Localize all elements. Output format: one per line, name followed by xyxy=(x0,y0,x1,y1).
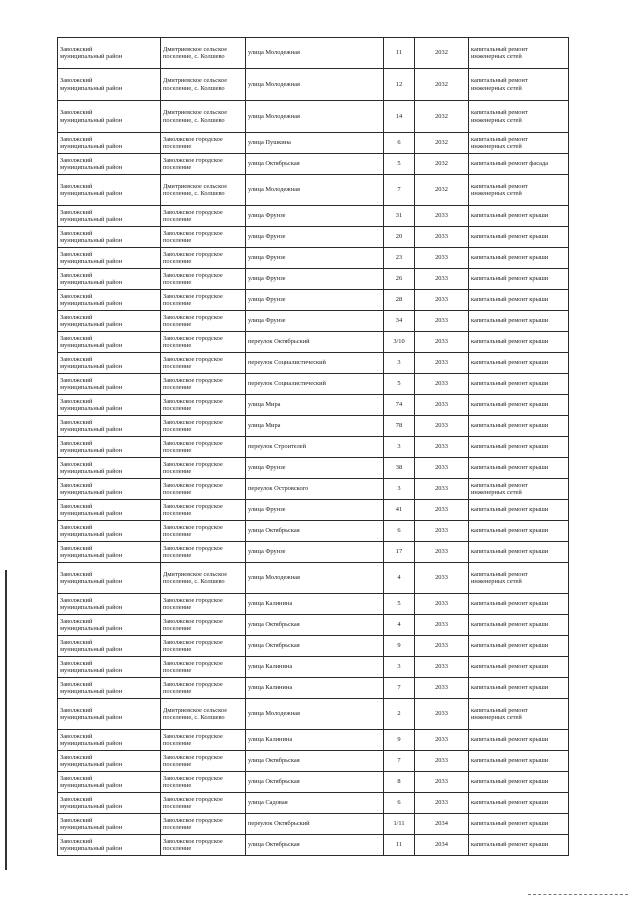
cell-district: Заволжский муниципальный район xyxy=(58,594,161,615)
cell-settlement: Заволжское городское поселение xyxy=(161,154,246,175)
cell-year: 2033 xyxy=(415,269,469,290)
cell-settlement: Заволжское городское поселение xyxy=(161,479,246,500)
cell-settlement: Заволжское городское поселение xyxy=(161,290,246,311)
cell-settlement: Заволжское городское поселение xyxy=(161,835,246,856)
table-row xyxy=(58,615,569,636)
table-row xyxy=(58,479,569,500)
cell-settlement: Заволжское городское поселение xyxy=(161,206,246,227)
cell-settlement: Заволжское городское поселение xyxy=(161,133,246,154)
cell-district: Заволжский муниципальный район xyxy=(58,101,161,133)
cell-settlement: Заволжское городское поселение xyxy=(161,395,246,416)
cell-work-type: капитальный ремонт крыши xyxy=(469,395,569,416)
cell-settlement: Заволжское городское поселение xyxy=(161,227,246,248)
cell-district: Заволжский муниципальный район xyxy=(58,772,161,793)
cell-year: 2033 xyxy=(415,594,469,615)
cell-house-number: 74 xyxy=(384,395,415,416)
cell-district: Заволжский муниципальный район xyxy=(58,678,161,699)
cell-street: улица Калинина xyxy=(246,594,384,615)
cell-house-number: 4 xyxy=(384,615,415,636)
cell-year: 2033 xyxy=(415,699,469,730)
table-row xyxy=(58,133,569,154)
table-row xyxy=(58,416,569,437)
cell-house-number: 3/10 xyxy=(384,332,415,353)
cell-house-number: 78 xyxy=(384,416,415,437)
cell-settlement: Дмитриевское сельское поселение, с. Колшево xyxy=(161,563,246,594)
cell-district: Заволжский муниципальный район xyxy=(58,657,161,678)
cell-district: Заволжский муниципальный район xyxy=(58,38,161,69)
cell-work-type: капитальный ремонт инженерных сетей xyxy=(469,38,569,69)
cell-settlement: Заволжское городское поселение xyxy=(161,542,246,563)
table-row xyxy=(58,437,569,458)
cell-district: Заволжский муниципальный район xyxy=(58,69,161,101)
cell-street: переулок Социалистический xyxy=(246,374,384,395)
cell-settlement: Дмитриевское сельское поселение, с. Колшево xyxy=(161,38,246,69)
cell-work-type: капитальный ремонт инженерных сетей xyxy=(469,479,569,500)
cell-street: улица Октябрьская xyxy=(246,751,384,772)
table-row xyxy=(58,227,569,248)
cell-work-type: капитальный ремонт крыши xyxy=(469,636,569,657)
cell-year: 2033 xyxy=(415,311,469,332)
cell-year: 2033 xyxy=(415,615,469,636)
cell-work-type: капитальный ремонт крыши xyxy=(469,751,569,772)
cell-street: переулок Островского xyxy=(246,479,384,500)
cell-settlement: Дмитриевское сельское поселение, с. Колшево xyxy=(161,175,246,206)
cell-work-type: капитальный ремонт крыши xyxy=(469,730,569,751)
cell-year: 2033 xyxy=(415,332,469,353)
cell-year: 2033 xyxy=(415,248,469,269)
cell-house-number: 17 xyxy=(384,542,415,563)
cell-settlement: Заволжское городское поселение xyxy=(161,678,246,699)
table-row xyxy=(58,594,569,615)
table-row xyxy=(58,542,569,563)
cell-year: 2033 xyxy=(415,657,469,678)
cell-street: улица Молодежная xyxy=(246,699,384,730)
table-body xyxy=(58,38,569,856)
table-row xyxy=(58,269,569,290)
cell-district: Заволжский муниципальный район xyxy=(58,332,161,353)
table-row xyxy=(58,101,569,133)
cell-work-type: капитальный ремонт крыши xyxy=(469,353,569,374)
cell-house-number: 20 xyxy=(384,227,415,248)
table-row xyxy=(58,814,569,835)
cell-house-number: 6 xyxy=(384,521,415,542)
cell-district: Заволжский муниципальный район xyxy=(58,311,161,332)
cell-year: 2032 xyxy=(415,154,469,175)
cell-work-type: капитальный ремонт крыши xyxy=(469,437,569,458)
cell-work-type: капитальный ремонт крыши xyxy=(469,793,569,814)
cell-district: Заволжский муниципальный район xyxy=(58,500,161,521)
cell-house-number: 38 xyxy=(384,458,415,479)
cell-district: Заволжский муниципальный район xyxy=(58,521,161,542)
cell-settlement: Заволжское городское поселение xyxy=(161,751,246,772)
cell-year: 2033 xyxy=(415,730,469,751)
cell-street: улица Фрунзе xyxy=(246,227,384,248)
cell-district: Заволжский муниципальный район xyxy=(58,133,161,154)
cell-work-type: капитальный ремонт крыши xyxy=(469,772,569,793)
cell-house-number: 9 xyxy=(384,636,415,657)
cell-work-type: капитальный ремонт крыши xyxy=(469,332,569,353)
scan-edge-mark xyxy=(5,570,7,870)
cell-year: 2033 xyxy=(415,458,469,479)
cell-district: Заволжский муниципальный район xyxy=(58,248,161,269)
cell-street: переулок Строителей xyxy=(246,437,384,458)
cell-year: 2033 xyxy=(415,500,469,521)
cell-house-number: 5 xyxy=(384,374,415,395)
cell-year: 2032 xyxy=(415,38,469,69)
cell-street: улица Калинина xyxy=(246,730,384,751)
cell-house-number: 3 xyxy=(384,479,415,500)
cell-district: Заволжский муниципальный район xyxy=(58,814,161,835)
cell-year: 2034 xyxy=(415,835,469,856)
cell-work-type: капитальный ремонт крыши xyxy=(469,227,569,248)
cell-year: 2033 xyxy=(415,751,469,772)
scan-bottom-line xyxy=(528,894,628,896)
cell-street: улица Октябрьская xyxy=(246,835,384,856)
cell-work-type: капитальный ремонт крыши xyxy=(469,416,569,437)
cell-work-type: капитальный ремонт инженерных сетей xyxy=(469,699,569,730)
cell-house-number: 41 xyxy=(384,500,415,521)
cell-work-type: капитальный ремонт крыши xyxy=(469,374,569,395)
cell-work-type: капитальный ремонт крыши xyxy=(469,814,569,835)
cell-work-type: капитальный ремонт инженерных сетей xyxy=(469,101,569,133)
table-row xyxy=(58,38,569,69)
cell-work-type: капитальный ремонт крыши xyxy=(469,206,569,227)
cell-year: 2032 xyxy=(415,69,469,101)
cell-street: улица Октябрьская xyxy=(246,615,384,636)
cell-work-type: капитальный ремонт крыши xyxy=(469,678,569,699)
table-row xyxy=(58,69,569,101)
cell-house-number: 5 xyxy=(384,594,415,615)
cell-district: Заволжский муниципальный район xyxy=(58,206,161,227)
cell-house-number: 5 xyxy=(384,154,415,175)
cell-street: улица Октябрьская xyxy=(246,521,384,542)
cell-house-number: 1/11 xyxy=(384,814,415,835)
cell-house-number: 23 xyxy=(384,248,415,269)
cell-district: Заволжский муниципальный район xyxy=(58,835,161,856)
cell-work-type: капитальный ремонт крыши xyxy=(469,542,569,563)
table-row xyxy=(58,678,569,699)
table-row xyxy=(58,730,569,751)
cell-street: улица Фрунзе xyxy=(246,269,384,290)
cell-settlement: Заволжское городское поселение xyxy=(161,615,246,636)
cell-settlement: Заволжское городское поселение xyxy=(161,374,246,395)
cell-street: улица Фрунзе xyxy=(246,458,384,479)
table-row xyxy=(58,154,569,175)
cell-street: улица Молодежная xyxy=(246,38,384,69)
cell-house-number: 2 xyxy=(384,699,415,730)
cell-house-number: 6 xyxy=(384,133,415,154)
cell-district: Заволжский муниципальный район xyxy=(58,563,161,594)
cell-house-number: 26 xyxy=(384,269,415,290)
cell-district: Заволжский муниципальный район xyxy=(58,416,161,437)
cell-work-type: капитальный ремонт крыши xyxy=(469,458,569,479)
table-row xyxy=(58,175,569,206)
table-row xyxy=(58,751,569,772)
table-row xyxy=(58,332,569,353)
cell-settlement: Заволжское городское поселение xyxy=(161,814,246,835)
cell-year: 2032 xyxy=(415,133,469,154)
cell-district: Заволжский муниципальный район xyxy=(58,636,161,657)
cell-work-type: капитальный ремонт инженерных сетей xyxy=(469,133,569,154)
table-row xyxy=(58,793,569,814)
cell-work-type: капитальный ремонт крыши xyxy=(469,657,569,678)
cell-house-number: 7 xyxy=(384,175,415,206)
cell-work-type: капитальный ремонт крыши xyxy=(469,269,569,290)
cell-settlement: Заволжское городское поселение xyxy=(161,521,246,542)
cell-district: Заволжский муниципальный район xyxy=(58,395,161,416)
table-row xyxy=(58,835,569,856)
cell-work-type: капитальный ремонт инженерных сетей xyxy=(469,175,569,206)
cell-work-type: капитальный ремонт крыши xyxy=(469,615,569,636)
cell-house-number: 11 xyxy=(384,835,415,856)
cell-year: 2032 xyxy=(415,175,469,206)
cell-district: Заволжский муниципальный район xyxy=(58,479,161,500)
cell-year: 2033 xyxy=(415,563,469,594)
cell-settlement: Дмитриевское сельское поселение, с. Колшево xyxy=(161,69,246,101)
cell-street: улица Молодежная xyxy=(246,175,384,206)
cell-district: Заволжский муниципальный район xyxy=(58,458,161,479)
table-row xyxy=(58,374,569,395)
cell-settlement: Заволжское городское поселение xyxy=(161,458,246,479)
table-row xyxy=(58,521,569,542)
cell-work-type: капитальный ремонт фасада xyxy=(469,154,569,175)
table-row xyxy=(58,563,569,594)
cell-street: улица Фрунзе xyxy=(246,542,384,563)
cell-work-type: капитальный ремонт крыши xyxy=(469,311,569,332)
cell-year: 2033 xyxy=(415,772,469,793)
cell-work-type: капитальный ремонт крыши xyxy=(469,248,569,269)
cell-year: 2033 xyxy=(415,521,469,542)
cell-district: Заволжский муниципальный район xyxy=(58,730,161,751)
cell-work-type: капитальный ремонт инженерных сетей xyxy=(469,563,569,594)
table-row xyxy=(58,657,569,678)
cell-house-number: 3 xyxy=(384,657,415,678)
cell-street: улица Фрунзе xyxy=(246,311,384,332)
cell-district: Заволжский муниципальный район xyxy=(58,437,161,458)
cell-house-number: 7 xyxy=(384,678,415,699)
cell-house-number: 3 xyxy=(384,437,415,458)
cell-settlement: Заволжское городское поселение xyxy=(161,793,246,814)
cell-house-number: 4 xyxy=(384,563,415,594)
cell-house-number: 9 xyxy=(384,730,415,751)
table-row xyxy=(58,395,569,416)
table-row xyxy=(58,206,569,227)
cell-street: улица Фрунзе xyxy=(246,206,384,227)
cell-settlement: Заволжское городское поселение xyxy=(161,248,246,269)
cell-settlement: Заволжское городское поселение xyxy=(161,437,246,458)
cell-year: 2033 xyxy=(415,793,469,814)
cell-district: Заволжский муниципальный район xyxy=(58,542,161,563)
cell-settlement: Заволжское городское поселение xyxy=(161,772,246,793)
cell-year: 2033 xyxy=(415,636,469,657)
cell-street: улица Садовая xyxy=(246,793,384,814)
cell-district: Заволжский муниципальный район xyxy=(58,154,161,175)
cell-settlement: Заволжское городское поселение xyxy=(161,311,246,332)
cell-street: переулок Социалистический xyxy=(246,353,384,374)
cell-street: переулок Октябрьский xyxy=(246,814,384,835)
cell-house-number: 14 xyxy=(384,101,415,133)
cell-house-number: 31 xyxy=(384,206,415,227)
cell-district: Заволжский муниципальный район xyxy=(58,290,161,311)
cell-year: 2033 xyxy=(415,542,469,563)
cell-house-number: 7 xyxy=(384,751,415,772)
cell-street: улица Мира xyxy=(246,416,384,437)
cell-district: Заволжский муниципальный район xyxy=(58,269,161,290)
cell-house-number: 3 xyxy=(384,353,415,374)
cell-street: улица Калинина xyxy=(246,657,384,678)
cell-district: Заволжский муниципальный район xyxy=(58,793,161,814)
cell-street: улица Молодежная xyxy=(246,563,384,594)
cell-settlement: Заволжское городское поселение xyxy=(161,594,246,615)
cell-street: улица Пушкина xyxy=(246,133,384,154)
cell-work-type: капитальный ремонт крыши xyxy=(469,835,569,856)
cell-settlement: Заволжское городское поселение xyxy=(161,730,246,751)
cell-settlement: Дмитриевское сельское поселение, с. Колшево xyxy=(161,699,246,730)
cell-year: 2033 xyxy=(415,395,469,416)
cell-street: улица Мира xyxy=(246,395,384,416)
cell-district: Заволжский муниципальный район xyxy=(58,374,161,395)
cell-street: переулок Октябрьский xyxy=(246,332,384,353)
cell-district: Заволжский муниципальный район xyxy=(58,751,161,772)
table-row xyxy=(58,636,569,657)
cell-street: улица Калинина xyxy=(246,678,384,699)
cell-district: Заволжский муниципальный район xyxy=(58,699,161,730)
cell-house-number: 28 xyxy=(384,290,415,311)
cell-settlement: Заволжское городское поселение xyxy=(161,353,246,374)
cell-work-type: капитальный ремонт крыши xyxy=(469,500,569,521)
cell-house-number: 8 xyxy=(384,772,415,793)
cell-year: 2033 xyxy=(415,374,469,395)
table-row xyxy=(58,772,569,793)
table-row xyxy=(58,290,569,311)
repair-schedule-table xyxy=(57,37,569,856)
cell-work-type: капитальный ремонт инженерных сетей xyxy=(469,69,569,101)
cell-district: Заволжский муниципальный район xyxy=(58,175,161,206)
cell-settlement: Заволжское городское поселение xyxy=(161,500,246,521)
cell-year: 2034 xyxy=(415,814,469,835)
cell-house-number: 34 xyxy=(384,311,415,332)
cell-year: 2033 xyxy=(415,479,469,500)
cell-street: улица Октябрьская xyxy=(246,772,384,793)
cell-year: 2033 xyxy=(415,227,469,248)
cell-settlement: Заволжское городское поселение xyxy=(161,657,246,678)
cell-street: улица Фрунзе xyxy=(246,290,384,311)
cell-year: 2033 xyxy=(415,678,469,699)
table-row xyxy=(58,353,569,374)
cell-year: 2033 xyxy=(415,437,469,458)
cell-year: 2032 xyxy=(415,101,469,133)
table-row xyxy=(58,248,569,269)
cell-year: 2033 xyxy=(415,290,469,311)
cell-district: Заволжский муниципальный район xyxy=(58,615,161,636)
table-row xyxy=(58,458,569,479)
cell-year: 2033 xyxy=(415,416,469,437)
cell-settlement: Заволжское городское поселение xyxy=(161,269,246,290)
table-row xyxy=(58,699,569,730)
cell-house-number: 6 xyxy=(384,793,415,814)
cell-street: улица Молодежная xyxy=(246,69,384,101)
cell-work-type: капитальный ремонт крыши xyxy=(469,290,569,311)
cell-settlement: Дмитриевское сельское поселение, с. Колшево xyxy=(161,101,246,133)
cell-settlement: Заволжское городское поселение xyxy=(161,416,246,437)
cell-house-number: 11 xyxy=(384,38,415,69)
cell-year: 2033 xyxy=(415,353,469,374)
cell-house-number: 12 xyxy=(384,69,415,101)
cell-district: Заволжский муниципальный район xyxy=(58,353,161,374)
cell-street: улица Молодежная xyxy=(246,101,384,133)
cell-settlement: Заволжское городское поселение xyxy=(161,332,246,353)
cell-work-type: капитальный ремонт крыши xyxy=(469,594,569,615)
cell-street: улица Фрунзе xyxy=(246,500,384,521)
cell-street: улица Октябрьская xyxy=(246,636,384,657)
table-row xyxy=(58,500,569,521)
cell-street: улица Октябрьская xyxy=(246,154,384,175)
cell-settlement: Заволжское городское поселение xyxy=(161,636,246,657)
cell-work-type: капитальный ремонт крыши xyxy=(469,521,569,542)
cell-street: улица Фрунзе xyxy=(246,248,384,269)
table-row xyxy=(58,311,569,332)
cell-district: Заволжский муниципальный район xyxy=(58,227,161,248)
cell-year: 2033 xyxy=(415,206,469,227)
